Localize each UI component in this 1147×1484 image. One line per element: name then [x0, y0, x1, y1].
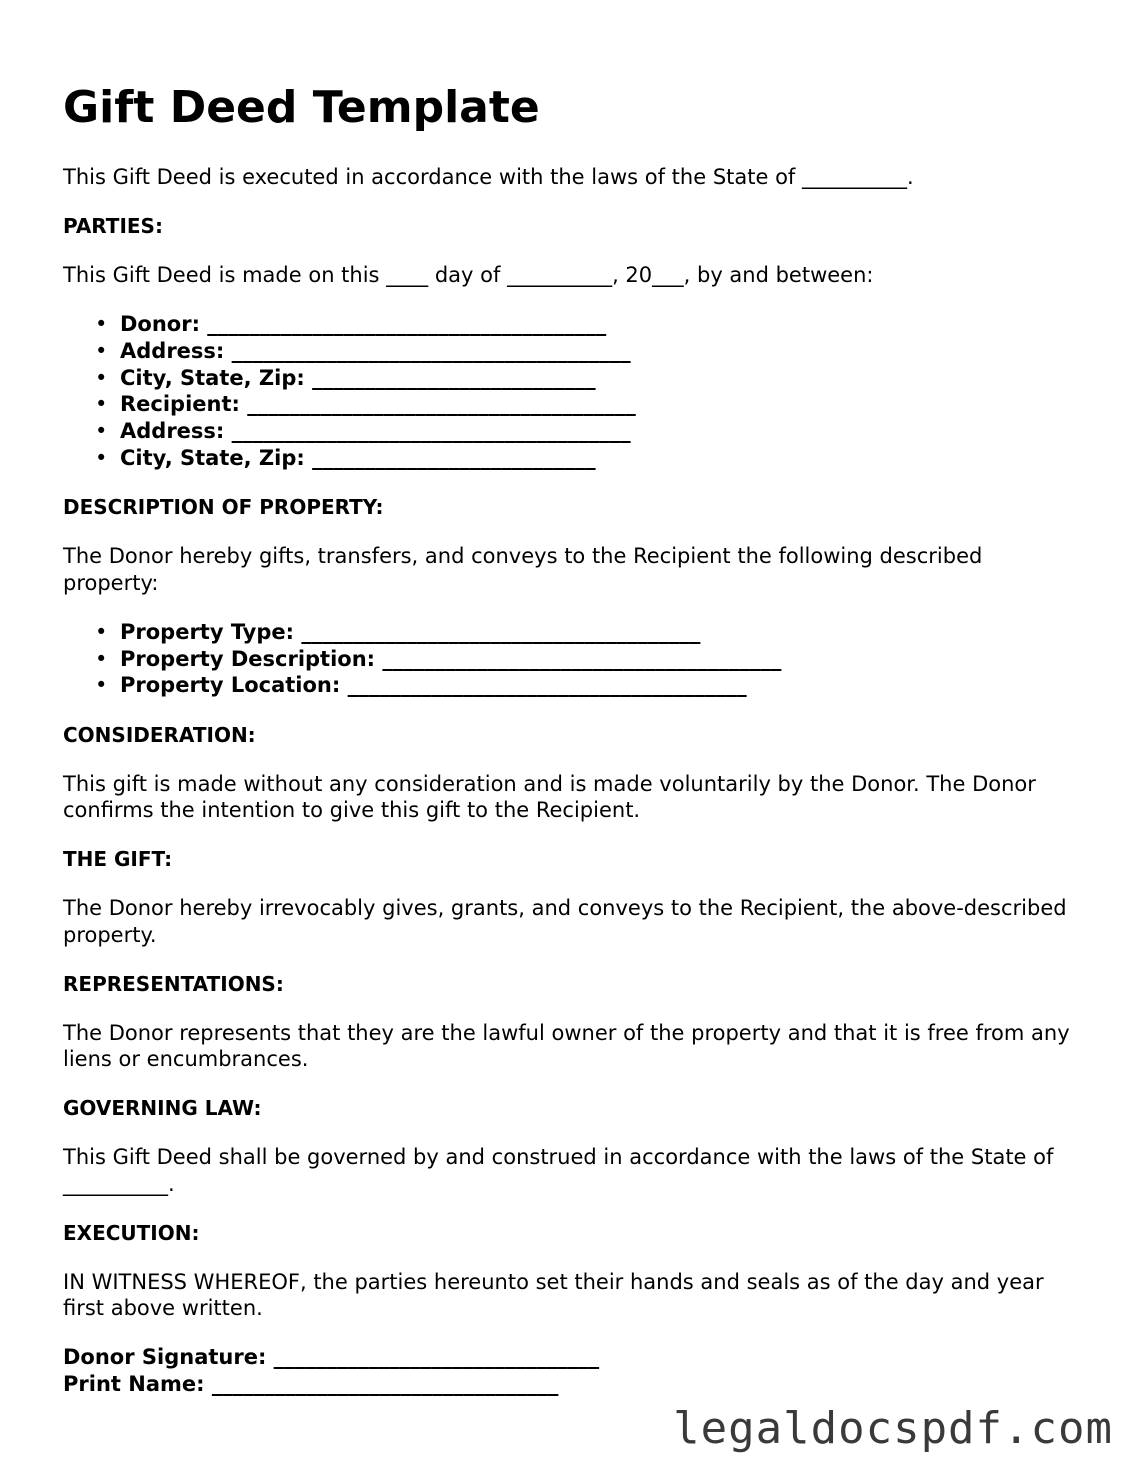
gift-heading: THE GIFT:	[63, 847, 173, 872]
governing-law-paragraph: This Gift Deed shall be governed by and construed in accordance with the laws of the State of __________.	[63, 1145, 1054, 1196]
list-item: • Donor: ______________________________________	[95, 312, 607, 336]
list-item: • Address: ______________________________________	[95, 419, 631, 444]
property-type-field: Property Type: ______________________________________	[120, 619, 701, 644]
document-page	[63, 82, 1073, 1398]
consideration-heading: CONSIDERATION:	[63, 722, 256, 747]
list-item: • Property Location: ______________________________________	[95, 673, 747, 698]
execution-paragraph: IN WITNESS WHEREOF, the parties hereunto set their hands and seals as of the day and year first above written.	[63, 1269, 1044, 1321]
donor-signature-field: Donor Signature: _______________________________	[63, 1345, 600, 1370]
list-item: • Address: ______________________________________	[95, 338, 631, 363]
list-item: • Recipient: _____________________________________	[95, 392, 636, 417]
governing-law-heading: GOVERNING LAW:	[63, 1096, 262, 1121]
party-recipient-city-field: City, State, Zip: ___________________________	[120, 445, 596, 470]
gift-paragraph: The Donor hereby irrevocably gives, grants, and conveys to the Recipient, the above-described property.	[63, 896, 1067, 947]
parties-heading: PARTIES:	[63, 214, 163, 238]
list-item: • City, State, Zip: ___________________________	[95, 365, 596, 390]
parties-list	[63, 311, 1073, 472]
property-list	[63, 619, 1073, 699]
party-recipient-address-field: Address: ______________________________________	[120, 419, 631, 444]
intro-paragraph: This Gift Deed is executed in accordance with the laws of the State of __________.	[63, 165, 914, 189]
list-item: • City, State, Zip: ___________________________	[95, 445, 596, 470]
consideration-paragraph: This gift is made without any consideration and is made voluntarily by the Donor. The Donor confirms the intention to give this gift to the Recipient.	[63, 771, 1036, 823]
property-location-field: Property Location: ______________________________________	[120, 673, 747, 698]
party-donor-field: Donor: ______________________________________	[120, 312, 607, 336]
party-donor-address-field: Address: ______________________________________	[120, 338, 631, 363]
watermark-text: legaldocspdf.com	[673, 1403, 1113, 1454]
party-donor-city-field: City, State, Zip: ___________________________	[120, 365, 596, 390]
document-title: Gift Deed Template	[63, 82, 540, 133]
execution-heading: EXECUTION:	[63, 1220, 200, 1245]
representations-heading: REPRESENTATIONS:	[63, 971, 284, 996]
property-heading: DESCRIPTION OF PROPERTY:	[63, 495, 384, 520]
print-name-field: Print Name: _________________________________	[63, 1371, 559, 1396]
property-paragraph: The Donor hereby gifts, transfers, and conveys to the Recipient the following described property:	[63, 544, 983, 595]
parties-paragraph: This Gift Deed is made on this ____ day of __________, 20___, by and between:	[63, 263, 874, 287]
list-item: • Property Type: ______________________________________	[95, 619, 701, 644]
party-recipient-field: Recipient: _____________________________________	[120, 392, 636, 417]
representations-paragraph: The Donor represents that they are the lawful owner of the property and that it is free from any liens or encumbrances.	[63, 1020, 1070, 1072]
property-description-field: Property Description: ______________________________________	[120, 646, 782, 671]
list-item: • Property Description: ______________________________________	[95, 646, 782, 671]
